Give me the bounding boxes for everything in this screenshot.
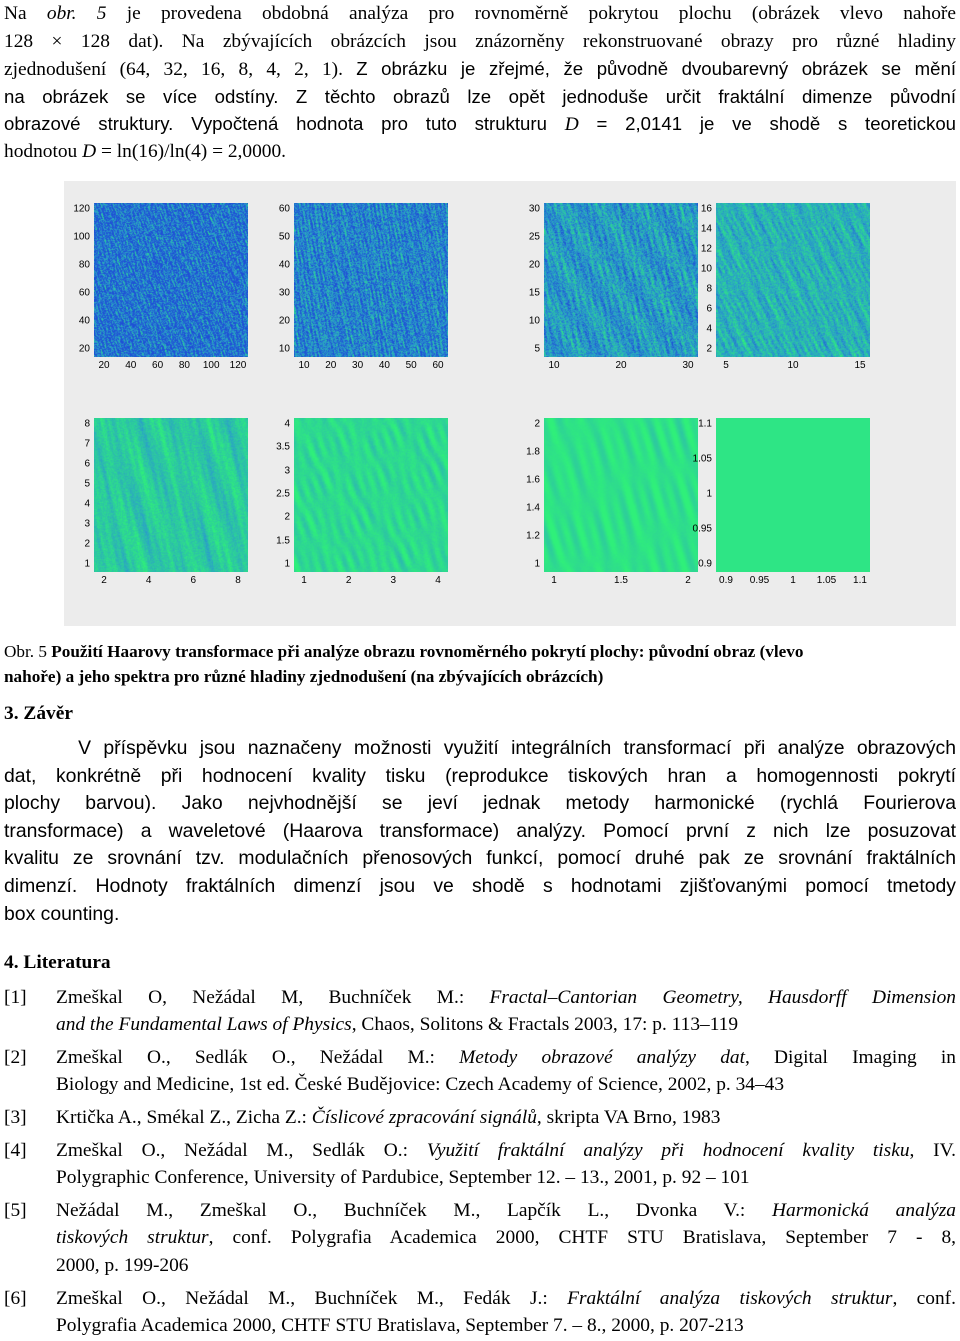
x-tick-label: 20 <box>325 360 337 371</box>
reference-line: Zmeškal O., Nežádal M., Buchníček M., Fedák J.: Fraktální analýza tiskových struktur, conf. <box>56 1288 956 1309</box>
x-tick-label: 10 <box>548 360 560 371</box>
y-tick-label: 0.95 <box>692 523 712 535</box>
reference-number: [3] <box>4 1107 27 1128</box>
y-axis-ticks <box>510 203 540 357</box>
y-tick-label: 50 <box>278 231 290 243</box>
reference-line: Biology and Medicine, 1st ed. České Budějovice: Czech Academy of Science, 2002, p. 34–43 <box>56 1074 785 1096</box>
x-tick-label: 2 <box>101 575 107 586</box>
x-axis-ticks <box>544 360 698 374</box>
x-tick-label: 1.1 <box>853 575 867 586</box>
x-tick-label: 0.9 <box>719 575 733 586</box>
y-tick-label: 1.4 <box>526 502 540 514</box>
y-tick-label: 120 <box>73 203 90 215</box>
intro-line: obrazové struktury. Vypočtená hodnota pro tuto strukturu D = 2,0141 je ve shodě s teoretickou <box>4 113 956 136</box>
reference-line: Nežádal M., Zmeškal O., Buchníček M., Lapčík L., Dvonka V.: Harmonická analýza <box>56 1200 956 1221</box>
x-tick-label: 30 <box>352 360 364 371</box>
y-tick-label: 20 <box>528 259 540 271</box>
reference-line: Polygraphic Conference, University of Pardubice, September 12. – 13., 2001, p. 92 – 101 <box>56 1167 750 1189</box>
reference-number: [2] <box>4 1047 27 1068</box>
y-tick-label: 100 <box>73 231 90 243</box>
x-tick-label: 3 <box>390 575 397 586</box>
y-tick-label: 60 <box>278 203 290 215</box>
y-tick-label: 2 <box>284 511 290 523</box>
x-tick-label: 10 <box>298 360 310 371</box>
x-axis-ticks <box>716 360 870 374</box>
x-tick-label: 40 <box>125 360 137 371</box>
x-tick-label: 1 <box>301 575 307 586</box>
x-tick-label: 8 <box>235 575 241 586</box>
x-tick-label: 5 <box>723 360 729 371</box>
y-tick-label: 2 <box>706 343 712 355</box>
x-tick-label: 100 <box>202 360 220 371</box>
x-axis-ticks <box>94 360 248 374</box>
y-tick-label: 20 <box>78 343 90 355</box>
x-tick-label: 15 <box>854 360 866 371</box>
x-tick-label: 2 <box>345 575 352 586</box>
spectrum-panel-6 <box>294 418 448 572</box>
spectrum-panel-3 <box>544 203 698 357</box>
reference-number: [6] <box>4 1288 27 1309</box>
reference-line: Zmeškal O., Sedlák O., Nežádal M.: Metody obrazové analýzy dat, Digital Imaging in <box>56 1047 956 1068</box>
x-tick-label: 0.95 <box>749 575 770 586</box>
y-tick-label: 10 <box>700 263 712 275</box>
spectrum-panel-2 <box>294 203 448 357</box>
y-tick-label: 40 <box>78 315 90 327</box>
y-tick-label: 4 <box>284 418 290 430</box>
spectrum-panel-4 <box>716 203 870 357</box>
y-tick-label: 5 <box>84 478 90 490</box>
y-tick-label: 20 <box>278 315 290 327</box>
y-tick-label: 60 <box>78 287 90 299</box>
x-axis-ticks <box>94 575 248 589</box>
reference-item <box>4 1044 956 1099</box>
y-tick-label: 14 <box>700 223 712 235</box>
spectrum-panel-1 <box>94 203 248 357</box>
y-axis-ticks <box>682 203 712 357</box>
spectrum-panel-8 <box>716 418 870 572</box>
y-tick-label: 5 <box>534 343 540 355</box>
reference-item <box>4 1197 956 1279</box>
x-tick-label: 1.5 <box>614 575 628 586</box>
y-tick-label: 3 <box>84 518 90 530</box>
y-tick-label: 1.05 <box>692 453 712 465</box>
section-heading-conclusion: 3. Závěr <box>4 703 73 724</box>
y-tick-label: 1.6 <box>526 474 540 486</box>
reference-number: [4] <box>4 1140 27 1161</box>
x-tick-label: 40 <box>378 360 390 371</box>
spectrum-panel-5 <box>94 418 248 572</box>
reference-line: and the Fundamental Laws of Physics, Chaos, Solitons & Fractals 2003, 17: p. 113–119 <box>56 1014 739 1036</box>
reference-line: Zmeškal O., Nežádal M., Sedlák O.: Využití fraktální analýzy při hodnocení kvality tisku, IV. <box>56 1140 956 1161</box>
y-tick-label: 0.9 <box>698 558 712 570</box>
intro-paragraph <box>4 0 956 166</box>
y-tick-label: 1.2 <box>526 530 540 542</box>
section-heading-literature: 4. Literatura <box>4 952 111 973</box>
y-tick-label: 15 <box>528 287 540 299</box>
conclusion-line: dat, konkrétně při hodnocení kvality tisku (reprodukce tiskových hran a homogennosti pokrytí <box>4 764 956 787</box>
y-tick-label: 30 <box>278 287 290 299</box>
intro-line: 128 × 128 dat). Na zbývajících obrázcích jsou znázorněny rekonstruované obrazy pro různé hladiny <box>4 30 956 52</box>
x-tick-label: 1.05 <box>816 575 837 586</box>
reference-line: tiskových struktur, conf. Polygrafia Academica 2000, CHTF STU Bratislava, September 7 - 8, <box>56 1227 956 1249</box>
reference-line: Zmeškal O, Nežádal M, Buchníček M.: Fractal–Cantorian Geometry, Hausdorff Dimension <box>56 987 956 1008</box>
y-tick-label: 10 <box>278 343 290 355</box>
reference-line: 2000, p. 199-206 <box>56 1254 189 1276</box>
conclusion-line: box counting. <box>4 902 120 925</box>
x-axis-ticks <box>544 575 698 589</box>
figure-label: Obr. 5 <box>4 642 47 661</box>
conclusion-line: transformace) a waveletové (Haarova transformace) analýzy. Pomocí první z nich lze posuzovat <box>4 819 956 842</box>
y-tick-label: 30 <box>528 203 540 215</box>
y-tick-label: 12 <box>700 243 712 255</box>
conclusion-line: dimenzí. Hodnoty fraktálních dimenzí jsou ve shodě s hodnotami zjišťovanými pomocí tmetody <box>4 874 956 897</box>
reference-item <box>4 984 956 1039</box>
y-tick-label: 1.8 <box>526 446 540 458</box>
intro-line: Na obr. 5 je provedena obdobná analýza pro rovnoměrně pokrytou plochu (obrázek vlevo nahoře <box>4 3 956 24</box>
y-tick-label: 7 <box>84 438 90 450</box>
conclusion-line: kvalitu ze srovnání tzv. modulačních přenosových funkcí, pomocí druhé pak ze srovnání fraktálních <box>4 847 956 870</box>
y-axis-ticks <box>510 418 540 572</box>
x-tick-label: 1 <box>790 575 796 586</box>
x-axis-ticks <box>294 360 448 374</box>
y-tick-label: 1 <box>284 558 290 570</box>
x-tick-label: 30 <box>682 360 694 371</box>
reference-item <box>4 1137 956 1192</box>
intro-line: hodnotou D = ln(16)/ln(4) = 2,0000. <box>4 140 287 162</box>
x-tick-label: 10 <box>787 360 799 371</box>
x-tick-label: 60 <box>152 360 164 371</box>
y-tick-label: 16 <box>700 203 712 215</box>
reference-line: Polygrafia Academica 2000, CHTF STU Bratislava, September 7. – 8., 2000, p. 207-213 <box>56 1315 744 1337</box>
y-tick-label: 3.5 <box>276 441 290 453</box>
conclusion-line: plochy barvou). Jako nejvhodnější se jeví jednak metody harmonické (rychlá Fourierova <box>4 792 956 815</box>
y-tick-label: 1.1 <box>698 418 712 430</box>
figure-haar-spectra <box>64 181 956 626</box>
x-tick-label: 6 <box>190 575 197 586</box>
y-tick-label: 2.5 <box>276 488 290 500</box>
reference-number: [5] <box>4 1200 27 1221</box>
y-axis-ticks <box>682 418 712 572</box>
reference-item <box>4 1104 956 1131</box>
intro-line: na obrázek se více odstíny. Z těchto obrazů lze opět jednoduše určit fraktální dimenze původní <box>4 85 956 107</box>
x-tick-label: 4 <box>435 575 441 586</box>
y-tick-label: 1 <box>84 558 90 570</box>
y-tick-label: 3 <box>284 465 290 477</box>
conclusion-paragraph <box>4 735 956 928</box>
y-tick-label: 80 <box>78 259 90 271</box>
intro-line: zjednodušení (64, 32, 16, 8, 4, 2, 1). Z obrázku je zřejmé, že původně dvoubarevný obrázek se mění <box>4 58 956 81</box>
y-tick-label: 1 <box>534 558 540 570</box>
reference-number: [1] <box>4 987 27 1008</box>
y-tick-label: 4 <box>84 498 90 510</box>
y-axis-ticks <box>260 418 290 572</box>
y-tick-label: 10 <box>528 315 540 327</box>
x-axis-ticks <box>716 575 870 589</box>
x-tick-label: 120 <box>229 360 247 371</box>
x-axis-ticks <box>294 575 448 589</box>
y-axis-ticks <box>60 418 90 572</box>
y-tick-label: 1.5 <box>276 535 290 547</box>
figure-caption: Obr. 5 Použití Haarovy transformace při analýze obrazu rovnoměrného pokrytí plochy: původní obraz (vlevo nahoře) a jeho spektra pro různé hladiny zjednodušení (na zbývajících obrázcích) <box>4 642 804 686</box>
y-tick-label: 1 <box>706 488 712 500</box>
x-tick-label: 80 <box>178 360 190 371</box>
y-tick-label: 2 <box>84 538 90 550</box>
reference-line: Krtička A., Smékal Z., Zicha Z.: Číslicové zpracování signálů, skripta VA Brno, 1983 <box>56 1107 721 1128</box>
x-tick-label: 20 <box>615 360 627 371</box>
y-axis-ticks <box>260 203 290 357</box>
y-tick-label: 6 <box>84 458 90 470</box>
y-tick-label: 8 <box>706 283 712 295</box>
y-tick-label: 25 <box>528 231 540 243</box>
x-tick-label: 1 <box>551 575 557 586</box>
spectrum-panel-7 <box>544 418 698 572</box>
reference-item <box>4 1285 956 1340</box>
y-axis-ticks <box>60 203 90 357</box>
x-tick-label: 2 <box>685 575 691 586</box>
y-tick-label: 40 <box>278 259 290 271</box>
x-tick-label: 60 <box>432 360 444 371</box>
conclusion-line: V příspěvku jsou naznačeny možnosti využití integrálních transformací při analýze obrazových <box>4 737 956 759</box>
y-tick-label: 4 <box>706 323 712 335</box>
x-tick-label: 20 <box>98 360 110 371</box>
y-tick-label: 8 <box>84 418 90 430</box>
x-tick-label: 50 <box>405 360 417 371</box>
y-tick-label: 2 <box>534 418 540 430</box>
y-tick-label: 6 <box>706 303 712 315</box>
x-tick-label: 4 <box>145 575 152 586</box>
